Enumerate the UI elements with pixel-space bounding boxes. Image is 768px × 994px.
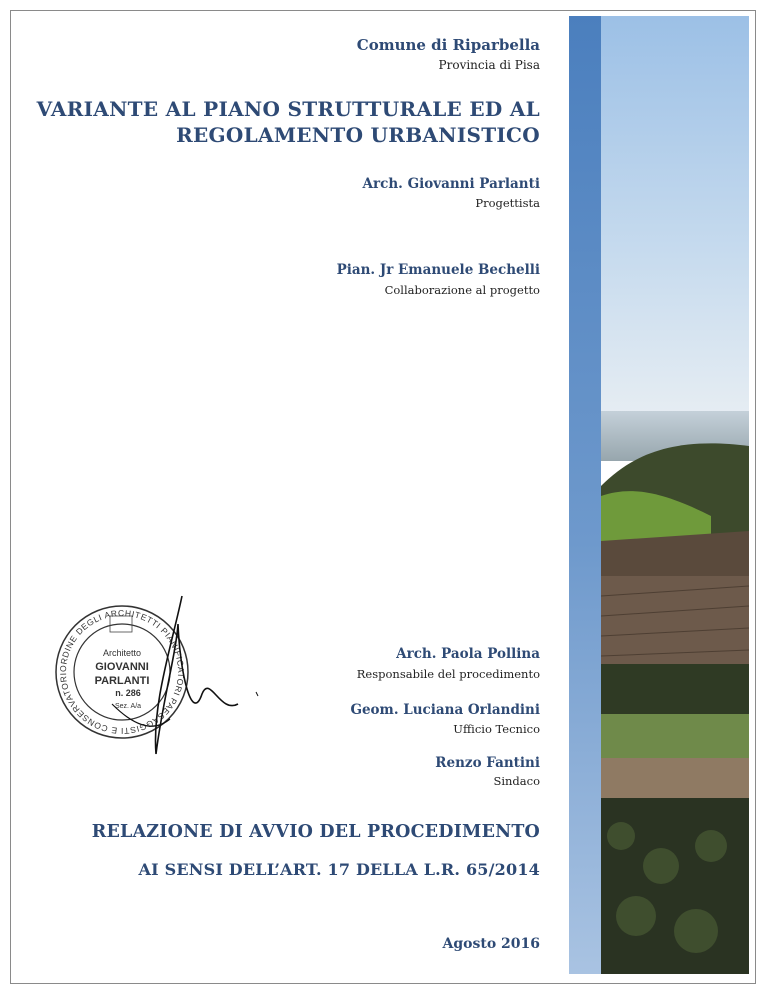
title-line-2: REGOLAMENTO URBANISTICO <box>176 123 540 147</box>
svg-text:Sez. A/a: Sez. A/a <box>114 703 142 710</box>
person-role: Responsabile del procedimento <box>356 667 540 681</box>
province-name: Provincia di Pisa <box>438 58 540 72</box>
svg-text:PARLANTI: PARLANTI <box>94 675 150 687</box>
svg-text:n. 286: n. 286 <box>115 688 141 698</box>
svg-text:Architetto: Architetto <box>102 648 142 658</box>
person-role: Collaborazione al progetto <box>384 283 540 297</box>
stamp-icon <box>52 584 272 760</box>
subtitle-line-2: AI SENSI DELL’ART. 17 DELLA L.R. 65/2014 <box>138 860 540 879</box>
organization-name: Comune di Riparbella <box>356 36 540 54</box>
person-role: Progettista <box>475 196 540 210</box>
person-role: Sindaco <box>493 774 540 788</box>
person-name: Pian. Jr Emanuele Bechelli <box>336 262 540 278</box>
document-title <box>37 96 540 148</box>
svg-text:ORDINE DEGLI ARCHITETTI PIANIF: ORDINE DEGLI ARCHITETTI PIANIFICATORI PAESAGGISTI E CONSERVATORI <box>57 607 187 737</box>
person-name: Geom. Luciana Orlandini <box>350 702 540 718</box>
person-name: Renzo Fantini <box>435 755 540 771</box>
person-name: Arch. Giovanni Parlanti <box>362 176 540 192</box>
landscape-photo <box>601 16 749 974</box>
subtitle-line-1: RELAZIONE DI AVVIO DEL PROCEDIMENTO <box>91 822 540 842</box>
decorative-blue-band <box>569 16 601 974</box>
svg-text:GIOVANNI: GIOVANNI <box>95 661 149 673</box>
title-line-1: VARIANTE AL PIANO STRUTTURALE ED AL <box>36 97 540 121</box>
document-date: Agosto 2016 <box>442 936 540 952</box>
person-role: Ufficio Tecnico <box>453 722 540 736</box>
architect-stamp-and-signature <box>52 584 272 760</box>
person-name: Arch. Paola Pollina <box>396 646 540 662</box>
